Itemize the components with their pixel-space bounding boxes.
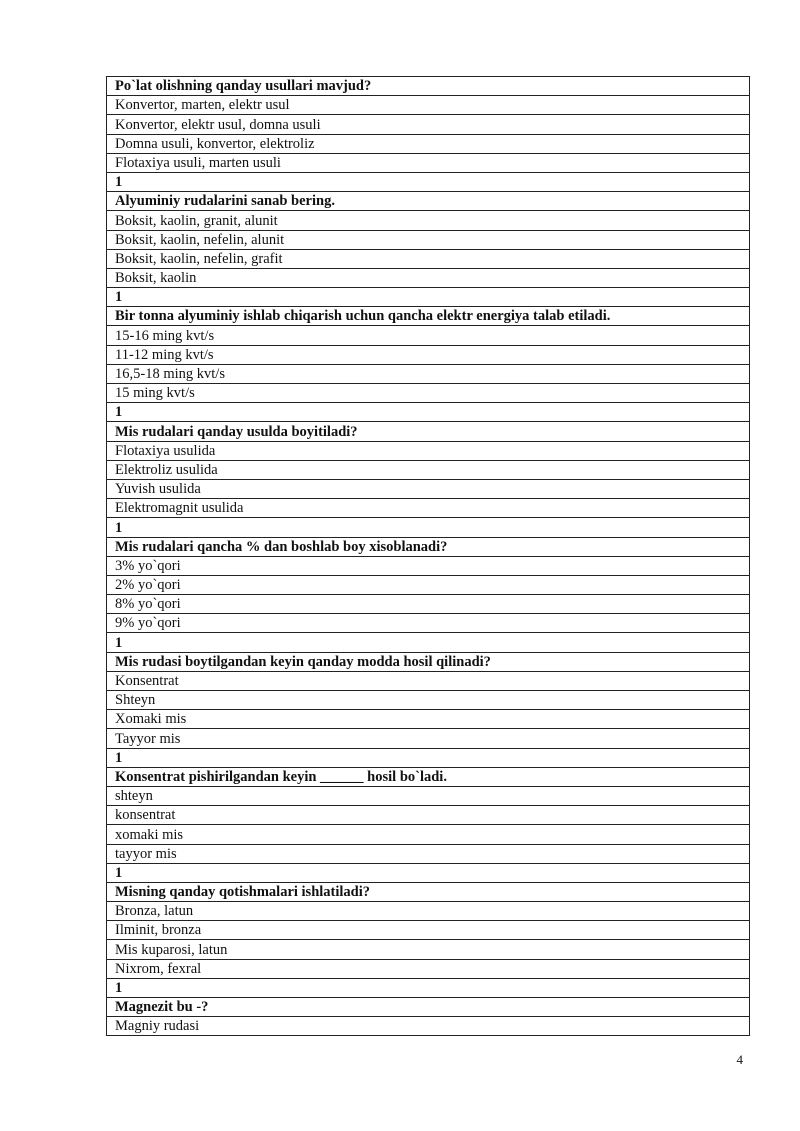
question-text-row (107, 422, 750, 441)
answer-option-row (107, 249, 750, 268)
question-text: Bir tonna alyuminiy ishlab chiqarish uchun qancha elektr energiya talab etiladi. (107, 307, 750, 326)
answer-option-row (107, 691, 750, 710)
answer-option: konsentrat (107, 806, 750, 825)
answer-option-row (107, 729, 750, 748)
answer-option: 3% yo`qori (107, 556, 750, 575)
answer-option-row (107, 479, 750, 498)
question-text-row (107, 767, 750, 786)
question-number: 1 (107, 863, 750, 882)
question-number: 1 (107, 288, 750, 307)
question-number-row (107, 172, 750, 191)
question-text-row (107, 537, 750, 556)
answer-option: Yuvish usulida (107, 479, 750, 498)
answer-option-row (107, 460, 750, 479)
answer-option-row (107, 115, 750, 134)
question-text: Po`lat olishning qanday usullari mavjud? (107, 77, 750, 96)
answer-option-row (107, 326, 750, 345)
question-number: 1 (107, 633, 750, 652)
answer-option: Konvertor, elektr usul, domna usuli (107, 115, 750, 134)
answer-option: Shteyn (107, 691, 750, 710)
answer-option-row (107, 710, 750, 729)
answer-option-row (107, 671, 750, 690)
answer-option: Ilminit, bronza (107, 921, 750, 940)
answer-option-row (107, 844, 750, 863)
question-text: Misning qanday qotishmalari ishlatiladi? (107, 882, 750, 901)
question-number: 1 (107, 518, 750, 537)
question-text-row (107, 77, 750, 96)
answer-option: Elektroliz usulida (107, 460, 750, 479)
page-number: 4 (736, 1052, 743, 1067)
answer-option-row (107, 825, 750, 844)
answer-option: Konsentrat (107, 671, 750, 690)
question-number: 1 (107, 172, 750, 191)
answer-option: Konvertor, marten, elektr usul (107, 96, 750, 115)
answer-option-row (107, 806, 750, 825)
question-number-row (107, 978, 750, 997)
answer-option: Flotaxiya usuli, marten usuli (107, 153, 750, 172)
question-number: 1 (107, 748, 750, 767)
question-text-row (107, 307, 750, 326)
answer-option-row (107, 614, 750, 633)
question-text: Konsentrat pishirilgandan keyin ______ hosil bo`ladi. (107, 767, 750, 786)
answer-option-row (107, 441, 750, 460)
answer-option-row (107, 364, 750, 383)
answer-option-row (107, 902, 750, 921)
answer-option-row (107, 268, 750, 287)
question-number-row (107, 518, 750, 537)
question-text-row (107, 652, 750, 671)
answer-option: Nixrom, fexral (107, 959, 750, 978)
question-text: Alyuminiy rudalarini sanab bering. (107, 192, 750, 211)
answer-option-row (107, 940, 750, 959)
answer-option-row (107, 786, 750, 805)
question-number-row (107, 863, 750, 882)
question-number-row (107, 748, 750, 767)
answer-option-row (107, 499, 750, 518)
question-number: 1 (107, 978, 750, 997)
answer-option: Xomaki mis (107, 710, 750, 729)
question-number: 1 (107, 403, 750, 422)
answer-option-row (107, 556, 750, 575)
answer-option-row (107, 921, 750, 940)
answer-option: 15 ming kvt/s (107, 384, 750, 403)
answer-option: Mis kuparosi, latun (107, 940, 750, 959)
question-number-row (107, 288, 750, 307)
answer-option: Bronza, latun (107, 902, 750, 921)
question-text: Magnezit bu -? (107, 998, 750, 1017)
answer-option-row (107, 595, 750, 614)
answer-option: 11-12 ming kvt/s (107, 345, 750, 364)
question-number-row (107, 633, 750, 652)
question-text-row (107, 192, 750, 211)
question-text-row (107, 882, 750, 901)
answer-option-row (107, 134, 750, 153)
answer-option: Domna usuli, konvertor, elektroliz (107, 134, 750, 153)
answer-option: 15-16 ming kvt/s (107, 326, 750, 345)
answer-option: Boksit, kaolin (107, 268, 750, 287)
answer-option: shteyn (107, 786, 750, 805)
answer-option: xomaki mis (107, 825, 750, 844)
answer-option: 16,5-18 ming kvt/s (107, 364, 750, 383)
answer-option-row (107, 1017, 750, 1036)
answer-option-row (107, 959, 750, 978)
question-number-row (107, 403, 750, 422)
answer-option: 8% yo`qori (107, 595, 750, 614)
question-text: Mis rudalari qanday usulda boyitiladi? (107, 422, 750, 441)
answer-option: 9% yo`qori (107, 614, 750, 633)
answer-option: Magniy rudasi (107, 1017, 750, 1036)
answer-option-row (107, 230, 750, 249)
answer-option: Boksit, kaolin, granit, alunit (107, 211, 750, 230)
answer-option-row (107, 345, 750, 364)
answer-option: 2% yo`qori (107, 575, 750, 594)
answer-option: tayyor mis (107, 844, 750, 863)
answer-option: Boksit, kaolin, nefelin, grafit (107, 249, 750, 268)
answer-option: Elektromagnit usulida (107, 499, 750, 518)
answer-option-row (107, 96, 750, 115)
question-text: Mis rudasi boytilgandan keyin qanday modda hosil qilinadi? (107, 652, 750, 671)
answer-option-row (107, 384, 750, 403)
question-text-row (107, 998, 750, 1017)
answer-option-row (107, 153, 750, 172)
question-table (106, 76, 750, 1036)
answer-option: Tayyor mis (107, 729, 750, 748)
answer-option-row (107, 211, 750, 230)
answer-option-row (107, 575, 750, 594)
answer-option: Flotaxiya usulida (107, 441, 750, 460)
question-text: Mis rudalari qancha % dan boshlab boy xisoblanadi? (107, 537, 750, 556)
answer-option: Boksit, kaolin, nefelin, alunit (107, 230, 750, 249)
